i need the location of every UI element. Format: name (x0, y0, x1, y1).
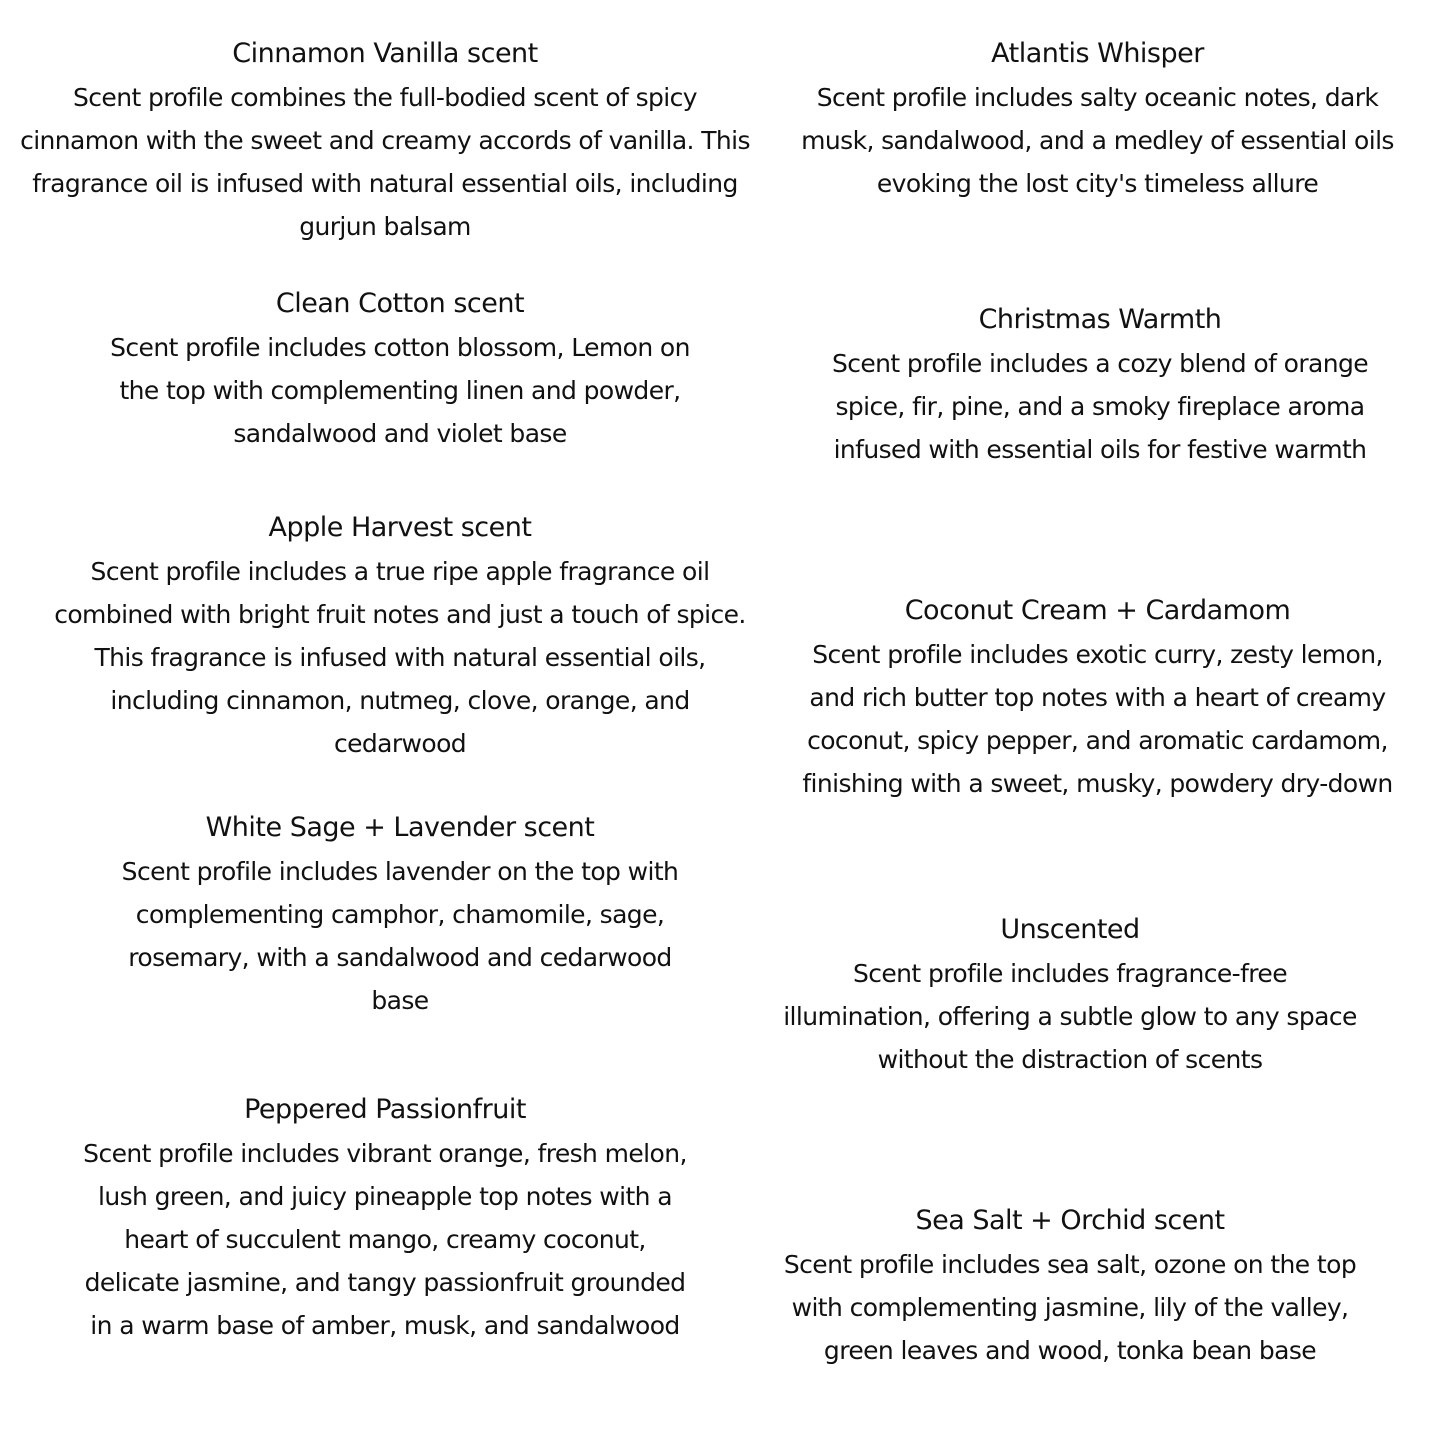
scent-title: Christmas Warmth (978, 304, 1222, 335)
scent-title: Peppered Passionfruit (244, 1094, 526, 1125)
scent-title: Atlantis Whisper (991, 38, 1204, 69)
scent-card-unscented (780, 908, 1360, 1081)
scent-card-coconut-cream-cardamom (795, 589, 1400, 805)
scent-description: Scent profile includes salty oceanic notes, dark musk, sandalwood, and a medley of essential oils evoking the lost city's timeless allure (801, 83, 1394, 198)
scent-description: Scent profile combines the full-bodied scent of spicy cinnamon with the sweet and creamy accords of vanilla. This fragrance oil is infused with natural essential oils, including gurjun balsam (20, 83, 750, 241)
scent-title: Clean Cotton scent (275, 288, 525, 319)
scent-card-apple-harvest (50, 506, 750, 765)
scent-description: Scent profile includes cotton blossom, Lemon on the top with complementing linen and powder, sandalwood and violet base (110, 333, 690, 448)
scent-title: Cinnamon Vanilla scent (232, 38, 538, 69)
scent-title: Apple Harvest scent (268, 512, 532, 543)
scent-description: Scent profile includes sea salt, ozone on the top with complementing jasmine, lily of the valley, green leaves and wood, tonka bean base (783, 1250, 1357, 1365)
scent-card-atlantis-whisper (795, 32, 1400, 205)
scent-description: Scent profile includes a cozy blend of orange spice, fir, pine, and a smoky fireplace aroma infused with essential oils for festive warmth (831, 349, 1369, 464)
scent-title: Unscented (1000, 914, 1140, 945)
scent-title: White Sage + Lavender scent (205, 812, 595, 843)
scent-description: Scent profile includes exotic curry, zesty lemon, and rich butter top notes with a heart of creamy coconut, spicy pepper, and aromatic cardamom, finishing with a sweet, musky, powdery dry-down (802, 640, 1393, 798)
scent-card-clean-cotton (90, 282, 710, 455)
scent-title: Coconut Cream + Cardamom (904, 595, 1291, 626)
scent-description: Scent profile includes lavender on the top with complementing camphor, chamomile, sage, rosemary, with a sandalwood and cedarwood base (121, 857, 679, 1015)
scent-card-peppered-passionfruit (80, 1088, 690, 1347)
scent-card-christmas-warmth (800, 298, 1400, 471)
scent-card-sea-salt-orchid (770, 1199, 1370, 1372)
scent-description: Scent profile includes fragrance-free illumination, offering a subtle glow to any space without the distraction of scents (783, 959, 1357, 1074)
scent-card-white-sage-lavender (100, 806, 700, 1022)
scent-title: Sea Salt + Orchid scent (915, 1205, 1225, 1236)
scent-description: Scent profile includes vibrant orange, fresh melon, lush green, and juicy pineapple top notes with a heart of succulent mango, creamy coconut, delicate jasmine, and tangy passionfruit grounded in a warm base of amber, musk, and sandalwood (83, 1139, 687, 1340)
scent-description: Scent profile includes a true ripe apple fragrance oil combined with bright fruit notes and just a touch of spice. This fragrance is infused with natural essential oils, including cinnamon, nutmeg, clove, orange, and cedarwood (54, 557, 746, 758)
scent-card-cinnamon-vanilla (20, 32, 750, 248)
